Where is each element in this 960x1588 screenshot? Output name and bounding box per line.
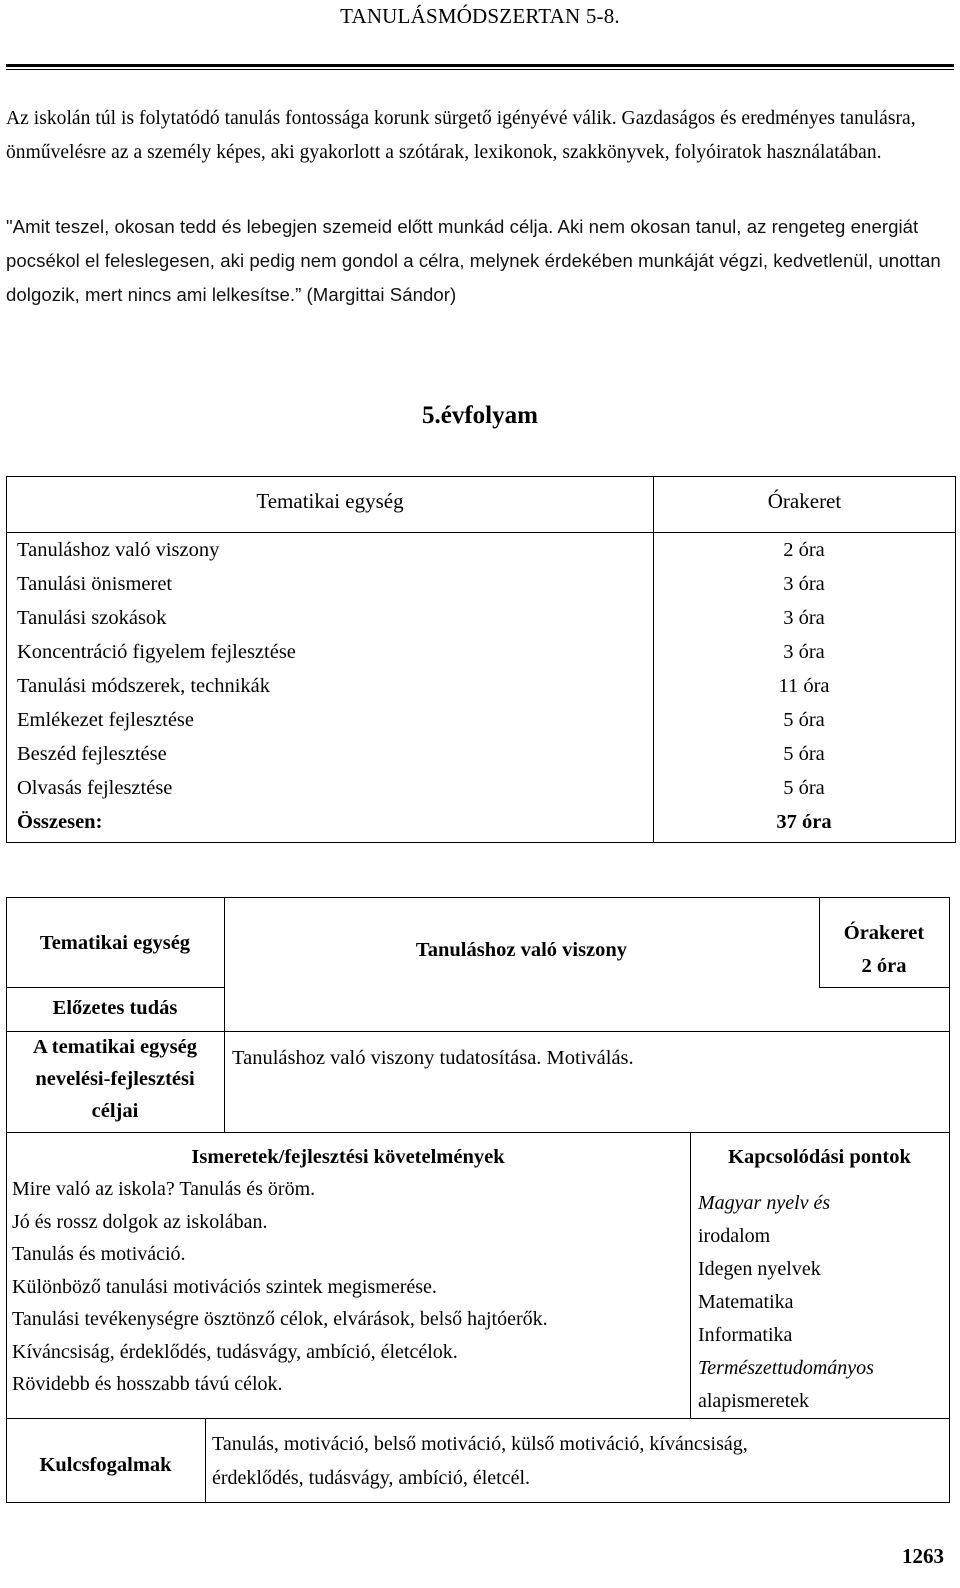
connection-item: irodalom	[698, 1225, 771, 1247]
requirement-item: Különböző tanulási motivációs szintek megismerése.	[12, 1275, 437, 1298]
table-row	[7, 669, 955, 703]
row-hours: 5 óra	[783, 777, 825, 799]
key-concepts-line-1: Tanulás, motiváció, belső motiváció, külső motiváció, kíváncsiság,	[212, 1433, 748, 1455]
connection-item: alapismeretek	[698, 1390, 810, 1412]
key-concepts-line-2: érdeklődés, tudásvágy, ambíció, életcél.	[212, 1467, 531, 1489]
header-hours: Órakeret	[767, 489, 842, 513]
table-row	[7, 737, 955, 771]
requirements-header: Ismeretek/fejlesztési követelmények	[191, 1146, 505, 1168]
requirement-item: Rövidebb és hosszabb távú célok.	[12, 1373, 283, 1395]
row-hours: 5 óra	[783, 743, 825, 765]
table-border	[949, 897, 950, 1132]
row-hours: 3 óra	[783, 573, 825, 595]
row-unit: Tanulási szokások	[17, 607, 167, 629]
table-row	[7, 771, 955, 805]
table-border	[205, 1418, 206, 1503]
total-hours: 37 óra	[776, 811, 832, 833]
summary-rows	[7, 533, 955, 839]
header-rule-thick	[6, 64, 954, 67]
table-border	[6, 1502, 950, 1503]
intro-paragraph-2-quote: "Amit teszel, okosan tedd és lebegjen szemeid előtt munkád célja. Aki nem okosan tanul, az rengeteg energiát pocsékol el feleslegesen, aki pedig nem gondol a célra, melynek érdekében munkáját végzi, kedvetlenül, unottan dolgozik, mert nincs ami lelkesítse.” (Margittai Sándor)	[6, 216, 941, 305]
unit-label: Tematikai egység	[39, 932, 191, 954]
document-header: TANULÁSMÓDSZERTAN 5-8.	[340, 4, 620, 28]
table-row	[7, 533, 955, 567]
row-unit: Tanulási módszerek, technikák	[17, 675, 271, 697]
table-row	[7, 567, 955, 601]
row-unit: Emlékezet fejlesztése	[17, 709, 194, 731]
requirement-item: Tanulás és motiváció.	[12, 1243, 186, 1265]
row-unit: Beszéd fejlesztése	[17, 743, 167, 765]
hours-value: 2 óra	[861, 955, 907, 977]
requirement-item: Kíváncsiság, érdeklődés, tudásvágy, ambíció, életcélok.	[12, 1340, 458, 1363]
requirement-item: Tanulási tevékenységre ösztönző célok, elvárások, belső hajtóerők.	[12, 1308, 548, 1330]
page-number: 1263	[902, 1544, 944, 1568]
table-border	[690, 1132, 691, 1418]
row-unit: Tanuláshoz való viszony	[17, 539, 220, 561]
unit-name: Tanuláshoz való viszony	[415, 939, 628, 961]
table-border	[6, 987, 224, 988]
row-hours: 3 óra	[783, 607, 825, 629]
summary-table	[6, 476, 956, 843]
header-thematic-unit: Tematikai egység	[256, 489, 404, 513]
row-hours: 3 óra	[783, 641, 825, 663]
table-row	[7, 601, 955, 635]
connection-item: Idegen nyelvek	[698, 1258, 821, 1280]
total-row	[7, 805, 955, 839]
grade-title: 5.évfolyam	[422, 402, 538, 429]
table-row	[7, 703, 955, 737]
header-rule-thin	[6, 69, 954, 70]
unit-detail-table	[6, 897, 950, 1503]
goals-label-line-3: céljai	[91, 1100, 139, 1122]
row-hours: 2 óra	[783, 539, 825, 561]
row-unit: Koncentráció figyelem fejlesztése	[17, 641, 296, 663]
table-border	[224, 897, 225, 1132]
connection-item: Természettudományos	[698, 1357, 874, 1379]
total-label: Összesen:	[17, 811, 103, 833]
prior-knowledge-label: Előzetes tudás	[52, 997, 178, 1019]
table-border	[6, 897, 950, 898]
intro-paragraph-1: Az iskolán túl is folytatódó tanulás fontossága korunk sürgető igényévé válik. Gazdaságos és eredményes tanulásra, önművelésre az a személy képes, aki gyakorlott a szótárak, lexikonok, szakkönyvek, folyóiratok használatában.	[6, 108, 916, 163]
row-unit: Tanulási önismeret	[17, 573, 173, 595]
row-unit: Olvasás fejlesztése	[17, 777, 173, 799]
requirement-item: Jó és rossz dolgok az iskolában.	[12, 1210, 268, 1233]
key-concepts-label: Kulcsfogalmak	[39, 1454, 172, 1476]
table-row	[7, 635, 955, 669]
connection-item: Magyar nyelv és	[698, 1192, 831, 1214]
table-border	[949, 1132, 950, 1503]
goals-value: Tanuláshoz való viszony tudatosítása. Motiválás.	[232, 1047, 634, 1069]
table-border	[6, 1418, 950, 1419]
row-hours: 5 óra	[783, 709, 825, 731]
table-border	[819, 987, 950, 988]
row-hours: 11 óra	[778, 675, 830, 697]
requirement-item: Mire való az iskola? Tanulás és öröm.	[12, 1178, 316, 1200]
connection-item: Matematika	[698, 1291, 794, 1313]
connections-header: Kapcsolódási pontok	[728, 1146, 911, 1168]
connection-item: Informatika	[698, 1324, 793, 1346]
table-border	[6, 1132, 950, 1133]
goals-label-line-2: nevelési-fejlesztési	[35, 1068, 195, 1090]
goals-label-line-1: A tematikai egység	[33, 1036, 197, 1058]
hours-label: Órakeret	[843, 922, 925, 944]
